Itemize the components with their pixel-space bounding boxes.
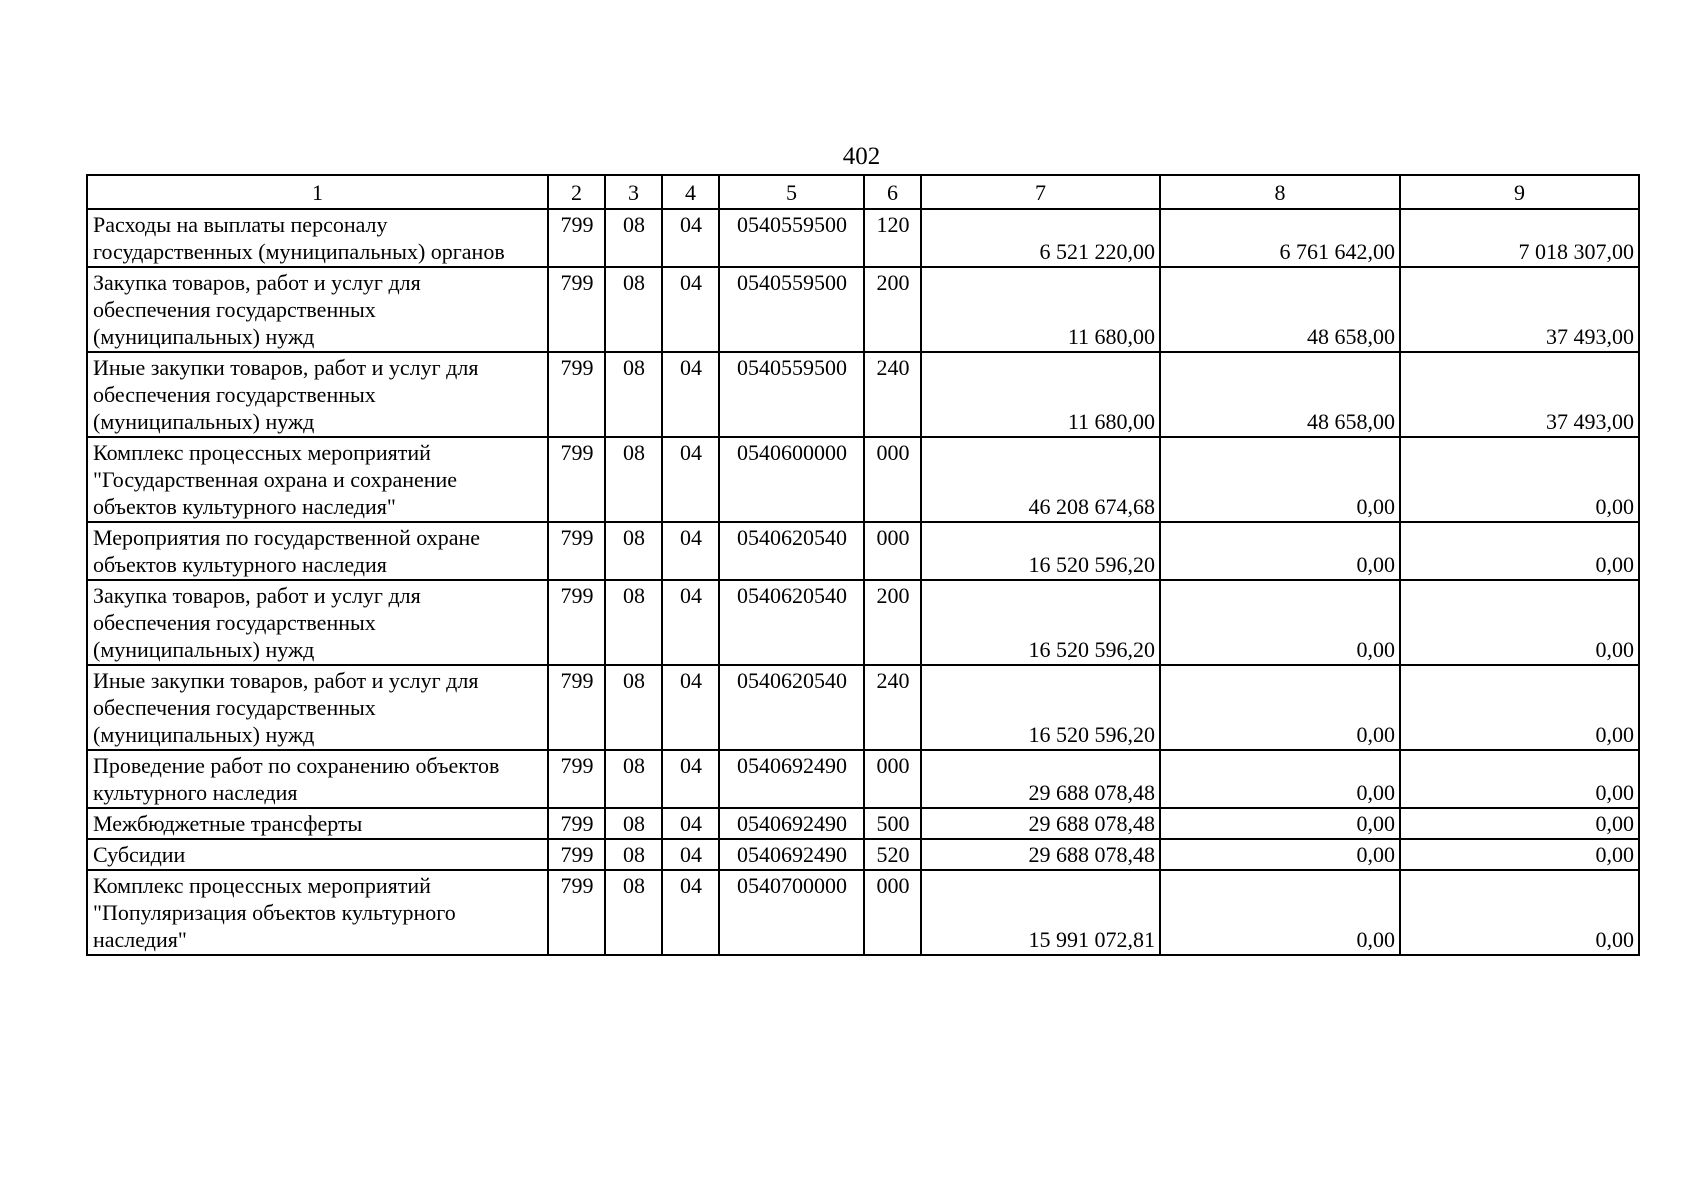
cell-amount-8: 0,00	[1160, 808, 1400, 839]
column-header-6: 6	[864, 175, 921, 209]
cell-code-3: 08	[605, 808, 662, 839]
cell-amount-9: 0,00	[1400, 522, 1639, 580]
cell-amount-9: 0,00	[1400, 808, 1639, 839]
cell-amount-9: 0,00	[1400, 665, 1639, 750]
row-description: Проведение работ по сохранению объектов культурного наследия	[87, 750, 548, 808]
cell-code-3: 08	[605, 665, 662, 750]
cell-amount-9: 37 493,00	[1400, 267, 1639, 352]
cell-amount-7: 16 520 596,20	[921, 580, 1160, 665]
cell-amount-7: 29 688 078,48	[921, 750, 1160, 808]
row-description: Комплекс процессных мероприятий "Популяризация объектов культурного наследия"	[87, 870, 548, 955]
cell-amount-9: 0,00	[1400, 870, 1639, 955]
cell-code-2: 799	[548, 580, 605, 665]
cell-code-3: 08	[605, 839, 662, 870]
cell-code-2: 799	[548, 870, 605, 955]
cell-code-4: 04	[662, 870, 719, 955]
cell-code-2: 799	[548, 209, 605, 267]
cell-code-2: 799	[548, 522, 605, 580]
cell-code-3: 08	[605, 352, 662, 437]
cell-amount-8: 48 658,00	[1160, 267, 1400, 352]
cell-amount-9: 37 493,00	[1400, 352, 1639, 437]
cell-code-3: 08	[605, 267, 662, 352]
cell-code-3: 08	[605, 209, 662, 267]
cell-amount-8: 48 658,00	[1160, 352, 1400, 437]
column-header-1: 1	[87, 175, 548, 209]
cell-code-4: 04	[662, 437, 719, 522]
cell-code-4: 04	[662, 267, 719, 352]
page-number: 402	[842, 143, 881, 170]
cell-code-5: 0540692490	[719, 808, 864, 839]
column-header-9: 9	[1400, 175, 1639, 209]
row-description: Иные закупки товаров, работ и услуг для обеспечения государственных (муниципальных) нужд	[87, 352, 548, 437]
budget-table	[86, 174, 1640, 956]
cell-code-6: 000	[864, 750, 921, 808]
cell-code-4: 04	[662, 665, 719, 750]
cell-code-2: 799	[548, 750, 605, 808]
cell-code-6: 520	[864, 839, 921, 870]
cell-code-2: 799	[548, 808, 605, 839]
cell-amount-7: 15 991 072,81	[921, 870, 1160, 955]
cell-code-6: 000	[864, 437, 921, 522]
cell-amount-8: 0,00	[1160, 750, 1400, 808]
column-header-3: 3	[605, 175, 662, 209]
cell-code-3: 08	[605, 437, 662, 522]
cell-amount-9: 0,00	[1400, 437, 1639, 522]
cell-code-6: 200	[864, 267, 921, 352]
cell-code-4: 04	[662, 750, 719, 808]
cell-amount-7: 46 208 674,68	[921, 437, 1160, 522]
row-description: Закупка товаров, работ и услуг для обеспечения государственных (муниципальных) нужд	[87, 580, 548, 665]
table-row	[87, 808, 1639, 839]
column-header-2: 2	[548, 175, 605, 209]
cell-code-5: 0540620540	[719, 522, 864, 580]
cell-code-5: 0540559500	[719, 267, 864, 352]
cell-code-6: 000	[864, 522, 921, 580]
table-row	[87, 839, 1639, 870]
cell-amount-7: 29 688 078,48	[921, 808, 1160, 839]
table-row	[87, 870, 1639, 955]
cell-amount-7: 16 520 596,20	[921, 665, 1160, 750]
column-header-row	[87, 175, 1639, 209]
cell-code-2: 799	[548, 665, 605, 750]
cell-code-3: 08	[605, 750, 662, 808]
cell-amount-8: 0,00	[1160, 522, 1400, 580]
cell-amount-8: 0,00	[1160, 870, 1400, 955]
cell-code-4: 04	[662, 522, 719, 580]
cell-code-5: 0540559500	[719, 352, 864, 437]
cell-code-2: 799	[548, 352, 605, 437]
cell-amount-9: 0,00	[1400, 750, 1639, 808]
cell-code-4: 04	[662, 209, 719, 267]
row-description: Межбюджетные трансферты	[87, 808, 548, 839]
row-description: Мероприятия по государственной охране объектов культурного наследия	[87, 522, 548, 580]
cell-code-3: 08	[605, 580, 662, 665]
cell-code-4: 04	[662, 580, 719, 665]
cell-amount-8: 0,00	[1160, 665, 1400, 750]
cell-code-5: 0540700000	[719, 870, 864, 955]
column-header-7: 7	[921, 175, 1160, 209]
table-row	[87, 580, 1639, 665]
cell-amount-7: 29 688 078,48	[921, 839, 1160, 870]
cell-amount-7: 11 680,00	[921, 352, 1160, 437]
cell-amount-9: 7 018 307,00	[1400, 209, 1639, 267]
row-description: Комплекс процессных мероприятий "Государственная охрана и сохранение объектов культурного наследия"	[87, 437, 548, 522]
table-row	[87, 209, 1639, 267]
cell-amount-8: 0,00	[1160, 839, 1400, 870]
cell-code-4: 04	[662, 808, 719, 839]
table-row	[87, 750, 1639, 808]
column-header-8: 8	[1160, 175, 1400, 209]
cell-code-6: 500	[864, 808, 921, 839]
cell-code-5: 0540600000	[719, 437, 864, 522]
column-header-4: 4	[662, 175, 719, 209]
cell-amount-9: 0,00	[1400, 580, 1639, 665]
table-row	[87, 437, 1639, 522]
cell-code-6: 240	[864, 352, 921, 437]
cell-code-5: 0540692490	[719, 839, 864, 870]
cell-code-6: 200	[864, 580, 921, 665]
cell-code-5: 0540559500	[719, 209, 864, 267]
cell-code-6: 000	[864, 870, 921, 955]
cell-code-3: 08	[605, 522, 662, 580]
cell-code-3: 08	[605, 870, 662, 955]
cell-code-6: 120	[864, 209, 921, 267]
row-description: Расходы на выплаты персоналу государственных (муниципальных) органов	[87, 209, 548, 267]
table-row	[87, 522, 1639, 580]
cell-amount-9: 0,00	[1400, 839, 1639, 870]
cell-code-4: 04	[662, 839, 719, 870]
row-description: Иные закупки товаров, работ и услуг для обеспечения государственных (муниципальных) нужд	[87, 665, 548, 750]
cell-code-2: 799	[548, 267, 605, 352]
row-description: Субсидии	[87, 839, 548, 870]
cell-code-5: 0540692490	[719, 750, 864, 808]
cell-amount-7: 16 520 596,20	[921, 522, 1160, 580]
cell-amount-7: 6 521 220,00	[921, 209, 1160, 267]
cell-code-5: 0540620540	[719, 580, 864, 665]
table-row	[87, 352, 1639, 437]
row-description: Закупка товаров, работ и услуг для обеспечения государственных (муниципальных) нужд	[87, 267, 548, 352]
table-row	[87, 665, 1639, 750]
cell-code-4: 04	[662, 352, 719, 437]
cell-code-2: 799	[548, 437, 605, 522]
cell-amount-8: 6 761 642,00	[1160, 209, 1400, 267]
table-row	[87, 267, 1639, 352]
cell-amount-7: 11 680,00	[921, 267, 1160, 352]
cell-code-5: 0540620540	[719, 665, 864, 750]
column-header-5: 5	[719, 175, 864, 209]
cell-code-2: 799	[548, 839, 605, 870]
cell-amount-8: 0,00	[1160, 580, 1400, 665]
cell-code-6: 240	[864, 665, 921, 750]
cell-amount-8: 0,00	[1160, 437, 1400, 522]
